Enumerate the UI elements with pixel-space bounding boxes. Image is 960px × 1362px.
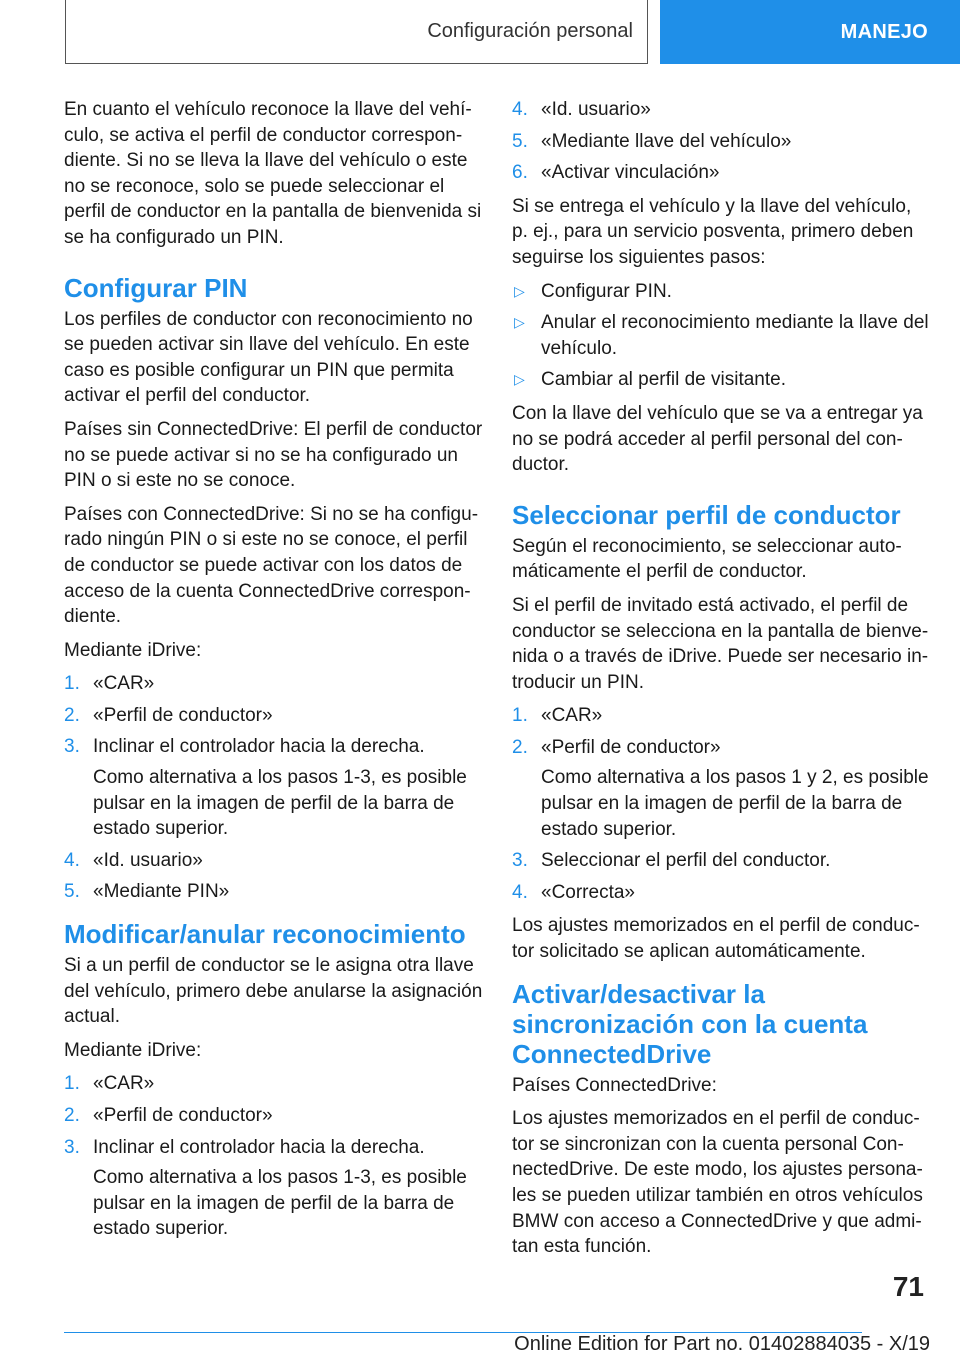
step-text: «Perfil de conductor» — [93, 1105, 273, 1126]
triangle-bullet-icon: ▷ — [514, 371, 525, 388]
step-text: «Perfil de conductor» — [541, 736, 721, 758]
step-text: «Id. usuario» — [93, 849, 203, 871]
handover-paragraph: Si se entrega el vehículo y la llave del vehículo, p. ej., para un servicio posventa, primero deben seguirse los siguientes pasos: — [512, 195, 914, 268]
list-item — [512, 880, 932, 906]
step-number: 5. — [64, 881, 80, 903]
step-text: Inclinar el controlador hacia la derecha. — [93, 1136, 425, 1158]
step-text: «Mediante llave del vehículo» — [541, 130, 792, 152]
triangle-bullet-icon: ▷ — [514, 314, 525, 331]
list-item — [512, 160, 932, 186]
list-item — [64, 1135, 484, 1242]
list-item — [64, 703, 484, 729]
list-item — [512, 703, 932, 729]
right-column — [512, 97, 932, 1268]
step-text: «CAR» — [93, 673, 155, 695]
step-note: Como alternativa a los pasos 1‑3, es posible pulsar en la imagen de perfil de la barra de estado superior. — [93, 1167, 467, 1240]
bullet-text: Configurar PIN. — [541, 280, 672, 302]
heading-configurar-pin: Configurar PIN — [64, 272, 248, 303]
step-text: Seleccionar el perfil del conductor. — [541, 850, 831, 872]
list-item — [512, 848, 932, 874]
step-number: 2. — [64, 704, 80, 726]
list-item — [512, 129, 932, 155]
left-column — [64, 97, 484, 1250]
pin-paragraph-2: Países sin ConnectedDrive: El perfil de conductor no se puede activar si no se ha configurado un PIN o si este no se conoce. — [64, 418, 483, 492]
pin-via-idrive: Mediante iDrive: — [64, 639, 202, 661]
pin-paragraph-3: Países con ConnectedDrive: Si no se ha configurado ningún PIN o si este no se conoce, el perfil de conductor se puede activar con los datos de acceso de la cuenta ConnectedDrive correspondiente. — [64, 503, 479, 628]
sync-paragraph-1: Países ConnectedDrive: — [512, 1074, 717, 1096]
step-text: «Activar vinculación» — [541, 162, 720, 184]
step-text: «Correcta» — [541, 881, 635, 903]
step-number: 4. — [512, 881, 528, 903]
heading-sincronizacion: Activar/desactivar la sincronización con la cuenta ConnectedDrive — [512, 978, 868, 1069]
step-number: 3. — [64, 1136, 80, 1158]
sel-after-paragraph: Los ajustes memorizados en el perfil de conductor solicitado se aplican automáticamente. — [512, 915, 920, 963]
step-note: Como alternativa a los pasos 1‑3, es posible pulsar en la imagen de perfil de la barra de estado superior. — [93, 767, 467, 840]
triangle-bullet-icon: ▷ — [514, 282, 525, 299]
step-text: «Id. usuario» — [541, 99, 651, 120]
handover-bullet-list — [512, 279, 932, 393]
bullet-text: Anular el reconocimiento mediante la llave del vehículo. — [541, 312, 929, 359]
step-text: «Perfil de conductor» — [93, 704, 273, 726]
list-item — [64, 671, 484, 697]
mod-via-idrive: Mediante iDrive: — [64, 1039, 202, 1061]
mod-paragraph-1: Si a un perfil de conductor se le asigna otra llave del vehículo, primero debe anularse la asignación actual. — [64, 955, 483, 1028]
sel-paragraph-2: Si el perfil de invitado está activado, el perfil de conductor se selecciona en la pantalla de bienvenida o a través de iDrive. Puede ser necesario introducir un PIN. — [512, 594, 929, 693]
step-text: Inclinar el controlador hacia la derecha. — [93, 736, 425, 758]
heading-seleccionar-perfil: Seleccionar perfil de conductor — [512, 499, 901, 530]
list-item — [64, 879, 484, 905]
sync-paragraph-2: Los ajustes memorizados en el perfil de conductor se sincronizan con la cuenta personal ConnectedDrive. De este modo, los ajustes personales se pueden utilizar también en otros vehículos BMW con acceso a ConnectedDrive y que admitan esta función. — [512, 1108, 923, 1258]
section-title: Configuración personal — [427, 20, 633, 42]
list-item — [64, 734, 484, 841]
step-number: 2. — [64, 1105, 80, 1126]
heading-modificar-reconocimiento: Modificar/anular reconocimiento — [64, 919, 466, 950]
chapter-title: MANEJO — [840, 20, 928, 43]
step-number: 2. — [512, 736, 528, 758]
mod-steps-continued-list — [512, 97, 932, 186]
step-text: «CAR» — [93, 1073, 155, 1095]
step-number: 1. — [512, 705, 528, 727]
pin-paragraph-1: Los perfiles de conductor con reconocimiento no se pueden activar sin llave del vehículo. En este caso es posible configurar un PIN que permita activar el perfil del conductor. — [64, 308, 473, 407]
list-item — [64, 1103, 484, 1129]
step-number: 6. — [512, 162, 528, 184]
step-number: 4. — [64, 849, 80, 871]
intro-paragraph: En cuanto el vehículo reconoce la llave del vehículo, se activa el perfil de conductor correspondiente. Si no se lleva la llave del vehículo o este no se reconoce, solo se puede seleccionar el perfil de conductor en la pantalla de bienvenida si se ha configurado un PIN. — [64, 99, 482, 248]
header-chapter-tab — [660, 0, 960, 64]
pin-steps-list — [64, 671, 484, 905]
list-item — [64, 1071, 484, 1097]
step-text: «CAR» — [541, 705, 603, 727]
footer-edition: Online Edition for Part no. 01402884035 - X/19 — [514, 1333, 930, 1355]
bullet-text: Cambiar al perfil de visitante. — [541, 369, 786, 391]
list-item — [64, 848, 484, 874]
step-number: 5. — [512, 130, 528, 152]
page-number: 71 — [892, 1271, 924, 1302]
step-number: 4. — [512, 99, 528, 120]
step-text: «Mediante PIN» — [93, 881, 230, 903]
list-item — [512, 367, 932, 393]
sel-paragraph-1: Según el reconocimiento, se seleccionar automáticamente el perfil de conductor. — [512, 535, 902, 583]
list-item — [512, 97, 932, 123]
step-number: 1. — [64, 1073, 80, 1095]
list-item — [512, 279, 932, 305]
header-section-title — [65, 0, 648, 64]
step-number: 3. — [512, 850, 528, 872]
step-number: 1. — [64, 673, 80, 695]
handover-after-paragraph: Con la llave del vehículo que se va a entregar ya no se podrá acceder al perfil personal del conductor. — [512, 402, 923, 476]
sel-steps-list — [512, 703, 932, 905]
step-number: 3. — [64, 736, 80, 758]
list-item — [512, 310, 932, 361]
step-note: Como alternativa a los pasos 1 y 2, es posible pulsar en la imagen de perfil de la barra de estado superior. — [541, 767, 929, 840]
mod-steps-list — [64, 1071, 484, 1242]
list-item — [512, 735, 932, 842]
